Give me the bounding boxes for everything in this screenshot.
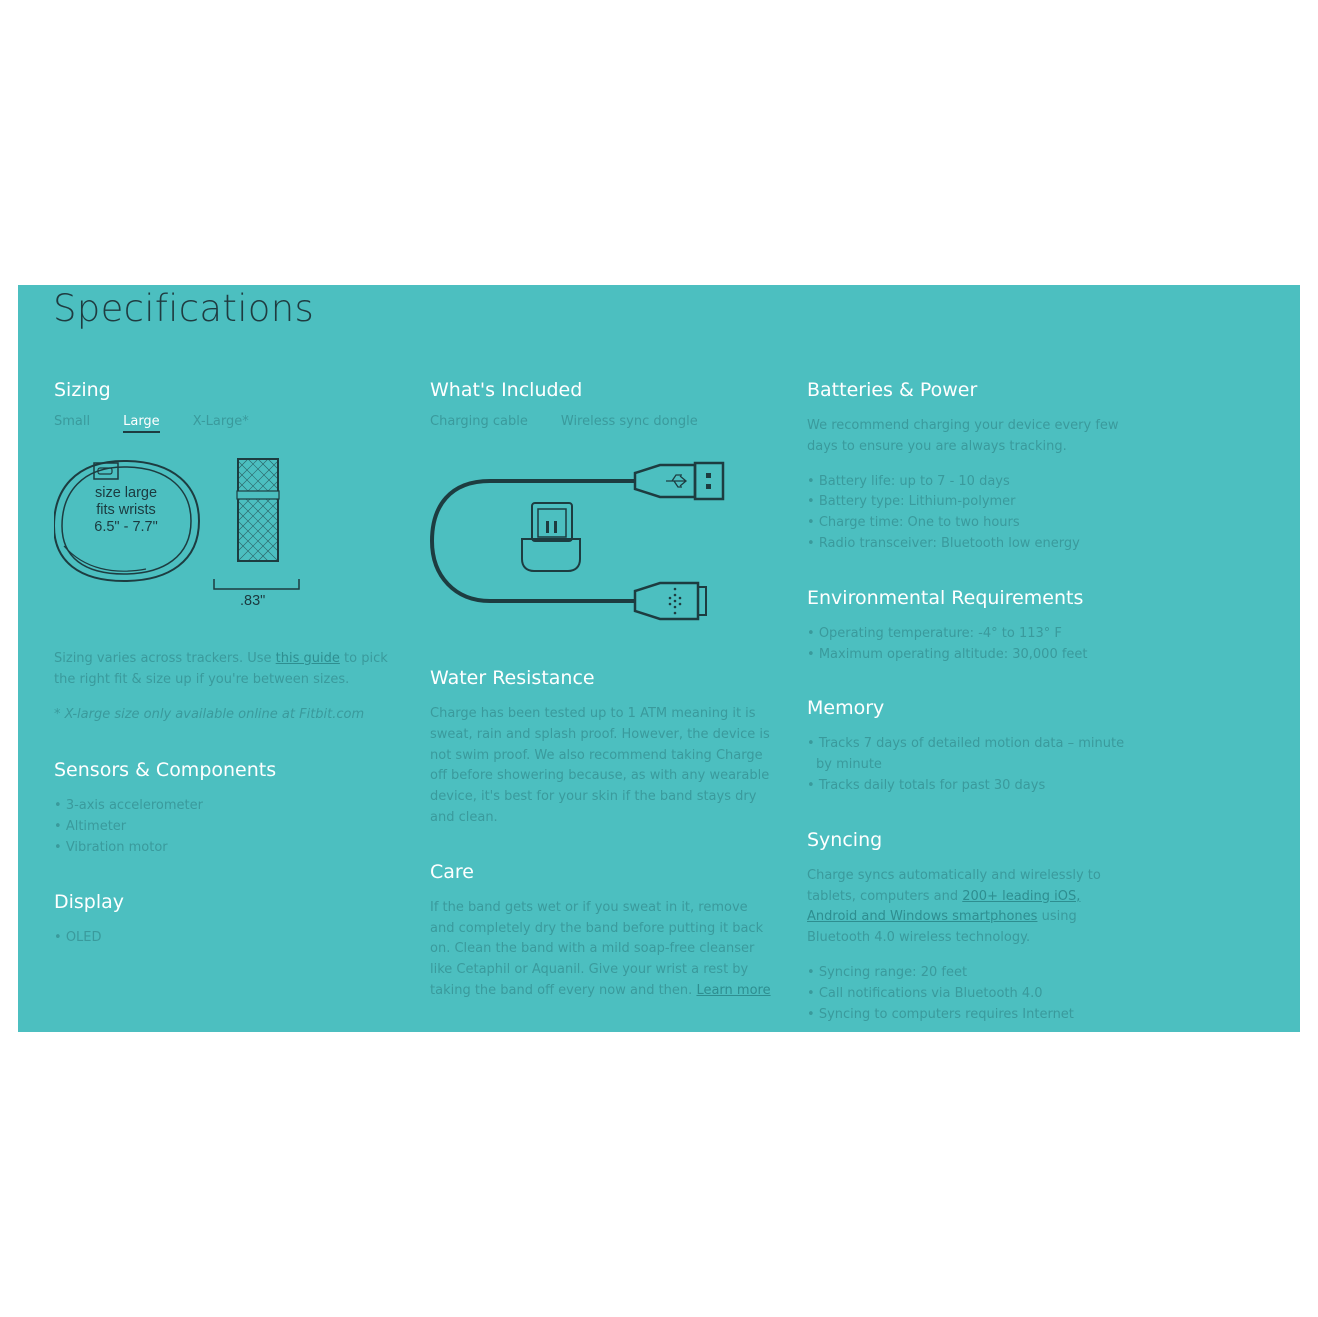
sizing-section: [54, 377, 399, 725]
charging-cable-label: Charging cable: [430, 414, 528, 429]
memory-list: [807, 734, 1142, 796]
column-middle: [430, 377, 775, 1002]
list-item: • OLED: [54, 928, 399, 949]
list-item: • Radio transceiver: Bluetooth low energy: [807, 534, 1152, 555]
learn-more-link[interactable]: Learn more: [696, 982, 771, 998]
care-text-body: If the band gets wet or if you sweat in it, remove and completely dry the band before putting it back on. Clean the band with a mild soap-free cleanser like Cetaphil or Aquanil. Give your wrist a rest by taking the band off every now and then.: [430, 899, 764, 998]
display-list: [54, 928, 399, 949]
band-label-line-3: 6.5" - 7.7": [94, 519, 158, 535]
syncing-intro-text: Charge syncs automatically and wirelessly to tablets, computers and: [807, 867, 1101, 904]
list-item: • 3-axis accelerometer: [54, 796, 399, 817]
list-item: • Battery type: Lithium-polymer: [807, 492, 1152, 513]
width-label: .83": [240, 593, 266, 609]
syncing-intro: [807, 866, 1132, 949]
memory-section: [807, 695, 1152, 796]
list-item: • Charge time: One to two hours: [807, 513, 1152, 534]
list-item: • Altimeter: [54, 817, 399, 838]
smartphones-link[interactable]: 200+ leading iOS, Android and Windows smartphones: [807, 888, 1081, 925]
size-tabs: [54, 414, 399, 433]
column-right: [807, 377, 1152, 1025]
batteries-heading: Batteries & Power: [807, 379, 978, 401]
syncing-list: [807, 963, 1152, 1025]
care-section: [430, 859, 775, 1002]
band-label-line-2: fits wrists: [96, 502, 156, 518]
environment-list: [807, 624, 1152, 666]
sensors-list: [54, 796, 399, 858]
care-text: [430, 898, 775, 1002]
list-item: • Battery life: up to 7 - 10 days: [807, 472, 1152, 493]
sizing-note-text-end: to pick the right fit & size up if you're between sizes.: [54, 651, 388, 687]
display-heading: Display: [54, 890, 125, 913]
column-left: [54, 377, 399, 949]
tab-small[interactable]: Small: [54, 414, 91, 429]
list-item: • Syncing range: 20 feet: [807, 963, 1152, 984]
syncing-intro-text-end: using Bluetooth 4.0 wireless technology.: [807, 909, 1077, 946]
sensors-heading: Sensors & Components: [54, 759, 277, 782]
water-heading: Water Resistance: [430, 667, 595, 689]
included-items: [430, 414, 775, 429]
sizing-guide-link[interactable]: this guide: [275, 651, 340, 666]
water-text: Charge has been tested up to 1 ATM meaning it is sweat, rain and splash proof. However, the device is not swim proof. We also recommend taking Charge off before showering because, as with any wearable device, it's best for your skin if the band stays dry and clean.: [430, 706, 770, 825]
list-item: • Operating temperature: -4° to 113° F: [807, 624, 1152, 645]
included-heading: What's Included: [430, 379, 583, 401]
list-item: • Tracks daily totals for past 30 days: [807, 776, 1142, 797]
sizing-heading: Sizing: [54, 379, 111, 401]
batteries-intro: We recommend charging your device every few days to ensure you are always tracking.: [807, 418, 1119, 454]
list-item: • Vibration motor: [54, 838, 399, 859]
environment-section: [807, 585, 1152, 666]
memory-heading: Memory: [807, 697, 885, 720]
page-title: Specifications: [53, 287, 315, 330]
list-item: • Call notifications via Bluetooth 4.0: [807, 984, 1152, 1005]
syncing-heading: Syncing: [807, 828, 883, 851]
included-section: [430, 377, 775, 621]
sync-dongle-label: Wireless sync dongle: [560, 414, 698, 429]
list-item: • Syncing to computers requires Internet: [807, 1005, 1152, 1026]
care-heading: Care: [430, 860, 474, 883]
list-item: • Maximum operating altitude: 30,000 feet: [807, 645, 1152, 666]
band-label-line-1: size large: [94, 485, 158, 501]
sensors-section: [54, 757, 399, 858]
batteries-section: [807, 377, 1152, 555]
sizing-note: [54, 649, 399, 691]
charging-cable-icon: [430, 451, 740, 621]
list-item: • Tracks 7 days of detailed motion data – minute by minute: [807, 734, 1142, 776]
display-section: [54, 889, 399, 949]
environment-heading: Environmental Requirements: [807, 586, 1084, 609]
xlarge-footnote: * X-large size only available online at Fitbit.com: [54, 706, 365, 722]
band-diagram-icon: [54, 451, 314, 631]
tab-large[interactable]: Large: [123, 414, 160, 433]
water-section: [430, 665, 775, 829]
sizing-note-text: Sizing varies across trackers. Use: [54, 651, 276, 666]
specifications-panel: [18, 285, 1300, 1032]
syncing-section: [807, 827, 1152, 1026]
batteries-list: [807, 472, 1152, 555]
size-illustration: [54, 451, 399, 641]
band-size-text: [94, 485, 158, 536]
tab-x-large[interactable]: X-Large*: [192, 414, 249, 429]
